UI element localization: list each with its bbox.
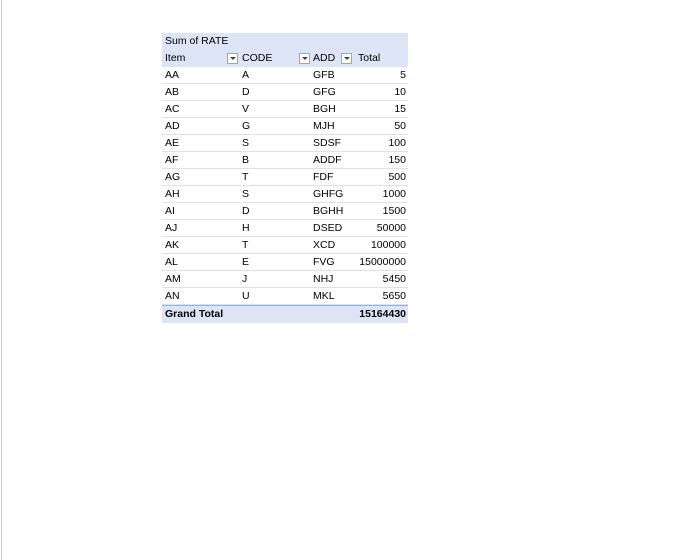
code-cell[interactable]: T	[239, 169, 310, 186]
pivot-table	[162, 33, 408, 323]
table-row[interactable]	[162, 67, 408, 84]
table-row[interactable]	[162, 101, 408, 118]
header-item[interactable]: Item	[165, 52, 186, 64]
code-cell[interactable]: V	[239, 101, 310, 118]
item-cell[interactable]: AN	[162, 288, 239, 305]
table-row[interactable]	[162, 254, 408, 271]
add-cell[interactable]: GFG	[310, 84, 354, 101]
add-cell[interactable]: BGH	[310, 101, 354, 118]
add-cell[interactable]: NHJ	[310, 271, 354, 288]
add-cell[interactable]: FDF	[310, 169, 354, 186]
add-cell[interactable]: GFB	[310, 67, 354, 84]
total-cell[interactable]: 5650	[354, 288, 408, 305]
code-cell[interactable]: T	[239, 237, 310, 254]
item-cell[interactable]: AI	[162, 203, 239, 220]
grand-total-label[interactable]: Grand Total	[165, 308, 224, 320]
total-cell[interactable]: 1000	[354, 186, 408, 203]
table-row[interactable]	[162, 271, 408, 288]
add-cell[interactable]: BGHH	[310, 203, 354, 220]
item-cell[interactable]: AH	[162, 186, 239, 203]
item-filter-dropdown-icon[interactable]	[227, 53, 238, 64]
page-left-border	[1, 0, 2, 560]
item-cell[interactable]: AB	[162, 84, 239, 101]
item-cell[interactable]: AM	[162, 271, 239, 288]
total-cell[interactable]: 50	[354, 118, 408, 135]
grand-total-value[interactable]: 15164430	[359, 308, 406, 320]
table-row[interactable]	[162, 169, 408, 186]
pivot-body	[162, 67, 408, 305]
code-cell[interactable]: U	[239, 288, 310, 305]
code-cell[interactable]: J	[239, 271, 310, 288]
header-total[interactable]: Total	[358, 52, 381, 64]
code-cell[interactable]: H	[239, 220, 310, 237]
total-cell[interactable]: 15000000	[354, 254, 408, 271]
total-cell[interactable]: 100	[354, 135, 408, 152]
total-cell[interactable]: 100000	[354, 237, 408, 254]
table-row[interactable]	[162, 237, 408, 254]
table-row[interactable]	[162, 220, 408, 237]
item-cell[interactable]: AC	[162, 101, 239, 118]
code-cell[interactable]: S	[239, 186, 310, 203]
item-cell[interactable]: AL	[162, 254, 239, 271]
table-row[interactable]	[162, 203, 408, 220]
add-filter-dropdown-icon[interactable]	[341, 53, 352, 64]
total-cell[interactable]: 500	[354, 169, 408, 186]
pivot-header-row	[162, 50, 408, 67]
pivot-value-field-label[interactable]: Sum of RATE	[165, 35, 229, 47]
total-cell[interactable]: 5450	[354, 271, 408, 288]
table-row[interactable]	[162, 84, 408, 101]
total-cell[interactable]: 50000	[354, 220, 408, 237]
total-cell[interactable]: 10	[354, 84, 408, 101]
code-cell[interactable]: S	[239, 135, 310, 152]
table-row[interactable]	[162, 152, 408, 169]
add-cell[interactable]: SDSF	[310, 135, 354, 152]
table-row[interactable]	[162, 135, 408, 152]
header-code[interactable]: CODE	[242, 52, 273, 64]
pivot-header	[162, 33, 408, 67]
item-cell[interactable]: AD	[162, 118, 239, 135]
table-row[interactable]	[162, 186, 408, 203]
item-cell[interactable]: AK	[162, 237, 239, 254]
add-cell[interactable]: FVG	[310, 254, 354, 271]
item-cell[interactable]: AE	[162, 135, 239, 152]
item-cell[interactable]: AA	[162, 67, 239, 84]
header-add[interactable]: ADD	[313, 52, 336, 64]
code-cell[interactable]: D	[239, 203, 310, 220]
item-cell[interactable]: AG	[162, 169, 239, 186]
code-cell[interactable]: B	[239, 152, 310, 169]
add-cell[interactable]: MKL	[310, 288, 354, 305]
total-cell[interactable]: 5	[354, 67, 408, 84]
total-cell[interactable]: 1500	[354, 203, 408, 220]
code-cell[interactable]: D	[239, 84, 310, 101]
add-cell[interactable]: ADDF	[310, 152, 354, 169]
item-cell[interactable]: AJ	[162, 220, 239, 237]
code-cell[interactable]: G	[239, 118, 310, 135]
item-cell[interactable]: AF	[162, 152, 239, 169]
add-cell[interactable]: XCD	[310, 237, 354, 254]
code-filter-dropdown-icon[interactable]	[299, 53, 310, 64]
total-cell[interactable]: 15	[354, 101, 408, 118]
code-cell[interactable]: E	[239, 254, 310, 271]
total-cell[interactable]: 150	[354, 152, 408, 169]
add-cell[interactable]: GHFG	[310, 186, 354, 203]
code-cell[interactable]: A	[239, 67, 310, 84]
table-row[interactable]	[162, 118, 408, 135]
table-row[interactable]	[162, 288, 408, 305]
add-cell[interactable]: MJH	[310, 118, 354, 135]
add-cell[interactable]: DSED	[310, 220, 354, 237]
grand-total-row[interactable]	[162, 305, 408, 323]
